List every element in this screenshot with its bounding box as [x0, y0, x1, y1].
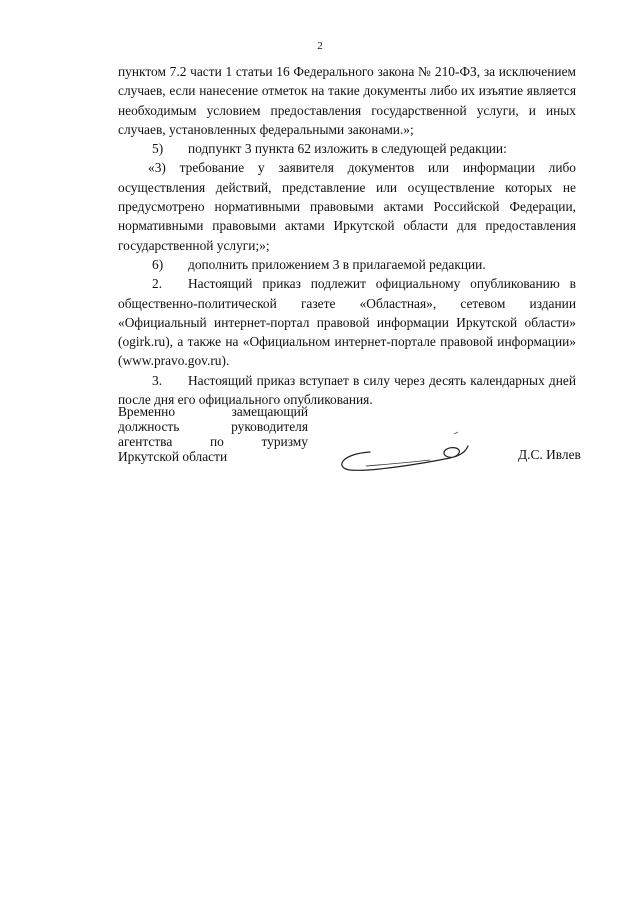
signatory-word: должность	[118, 419, 180, 434]
paragraph-item-5	[118, 139, 576, 158]
item-number: 5)	[152, 141, 164, 157]
paragraph-text: пунктом 7.2 части 1 статьи 16 Федерального закона № 210-ФЗ, за исключением случаев, если нанесение отметок на такие документы либо их изъятие является необходимым условием предоставления государственной услуги, и иных случаев, установленных федеральными законами.»;	[118, 64, 576, 137]
signatory-word: руководителя	[231, 419, 308, 434]
paragraph-text: Настоящий приказ подлежит официальному опубликованию в общественно-политической газете «Областная», сетевом издании «Официальный интернет-портал правовой информации Иркутской области» (ogirk.ru), а также на «Официальном интернет-портале правовой информации» (www.pravo.gov.ru).	[118, 276, 576, 369]
signatory-word: Временно	[118, 404, 176, 419]
signatory-position	[118, 404, 308, 464]
signatory-line	[118, 404, 308, 419]
paragraph-text: подпункт 3 пункта 62 изложить в следующей редакции:	[188, 141, 507, 157]
page-number: 2	[317, 40, 323, 52]
signatory-line	[118, 449, 308, 464]
paragraph-continuation	[118, 62, 576, 139]
handwritten-signature	[330, 420, 470, 480]
paragraph-item-6	[118, 255, 576, 274]
signatory-word: по	[209, 434, 224, 449]
paragraph-section-2	[118, 274, 576, 370]
signatory-name: Д.С. Ивлев	[518, 447, 581, 462]
paragraph-quote	[118, 158, 576, 254]
item-number: 2.	[152, 276, 163, 292]
signatory-word: Иркутской области	[118, 449, 228, 464]
signatory-word: агентства	[118, 434, 173, 449]
item-number: 6)	[152, 256, 164, 272]
document-body	[118, 62, 576, 409]
paragraph-text: «3) требование у заявителя документов или информации либо осуществления действий, представление или осуществление которых не предусмотрено нормативными правовыми актами Российской Федерации, нормативными правовыми актами Иркутской области для предоставления государственной услуги;»;	[118, 160, 576, 253]
signatory-line	[118, 419, 308, 434]
signatory-word: туризму	[261, 434, 308, 449]
signatory-word: замещающий	[231, 404, 308, 419]
paragraph-text: Настоящий приказ вступает в силу через десять календарных дней после дня его официального опубликования.	[118, 372, 576, 408]
item-number: 3.	[152, 372, 163, 388]
signatory-line	[118, 434, 308, 449]
paragraph-text: дополнить приложением 3 в прилагаемой редакции.	[188, 256, 486, 272]
